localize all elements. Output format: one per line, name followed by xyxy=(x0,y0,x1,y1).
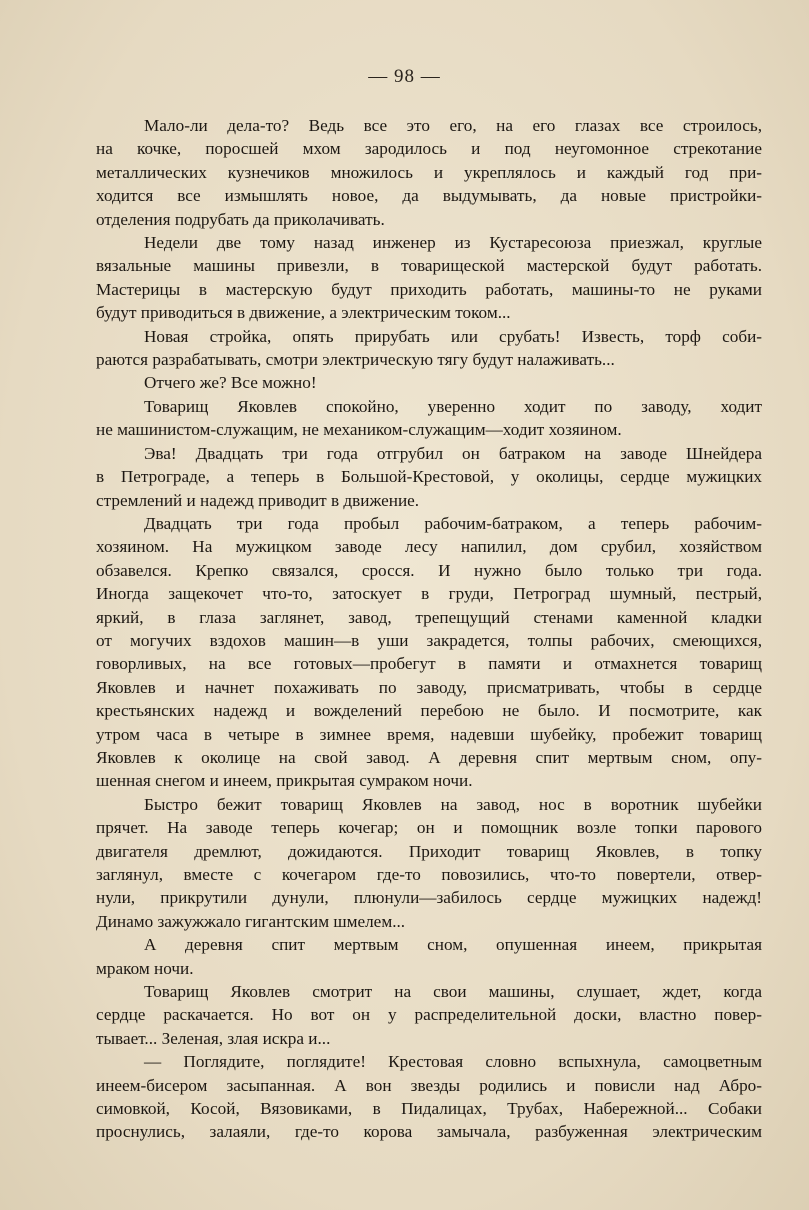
text-line: проснулись, залаяли, где-то корова замычала, разбуженная электрическим xyxy=(96,1122,762,1142)
text-line: хозяином. На мужицком заводе лесу напилил, дом срубил, хозяйством xyxy=(96,537,762,557)
text-line: будут приводиться в движение, а электрическим током... xyxy=(96,303,511,323)
text-line: — Поглядите, поглядите! Крестовая словно вспыхнула, самоцветным xyxy=(144,1052,762,1072)
text-line: утром часа в четыре в зимнее время, надевши шубейку, пробежит товарищ xyxy=(96,724,762,744)
text-line: металлических кузнечиков множилось и укреплялось и каждый год при- xyxy=(96,162,762,182)
text-line: Мало-ли дела-то? Ведь все это его, на его глазах все строилось, xyxy=(144,116,762,135)
text-line: Иногда защекочет что-то, затоскует в груди, Петроград шумный, пестрый, xyxy=(96,584,762,604)
text-line: А деревня спит мертвым сном, опушенная инеем, прикрытая xyxy=(144,935,762,955)
text-line: вязальные машины привезли, в товарищеской мастерской будут работать. xyxy=(96,256,762,276)
text-line: не машинистом-служащим, не механиком-служащим—ходит хозяином. xyxy=(96,420,622,440)
text-line: Динамо зажужжало гигантским шмелем... xyxy=(96,911,406,931)
text-line: стремлений и надежд приводит в движение. xyxy=(96,490,420,510)
text-line: Товарищ Яковлев смотрит на свои машины, слушает, ждет, когда xyxy=(144,982,762,1002)
text-line: в Петрограде, а теперь в Большой-Крестовой, у околицы, сердце мужицких xyxy=(96,467,762,487)
text-line: заглянул, вместе с кочегаром где-то повозились, что-то повертели, отвер- xyxy=(96,865,762,884)
text-line: от могучих вздохов машин—в уши закрадется, толпы рабочих, смеющихся, xyxy=(96,630,762,650)
text-line: тывает... Зеленая, злая искра и... xyxy=(96,1028,331,1048)
text-line: инеем-бисером засыпанная. А вон звезды родились и повисли над Абро- xyxy=(96,1075,762,1095)
text-line: Яковлев к околице на свой завод. А деревня спит мертвым сном, опу- xyxy=(96,747,762,767)
text-line: яркий, в глаза заглянет, завод, трепещущий стенами каменной кладки xyxy=(96,607,762,627)
text-line: двигателя дремлют, дожидаются. Приходит товарищ Яковлев, в топку xyxy=(96,841,762,861)
text-line: шенная снегом и инеем, прикрытая сумраком ночи. xyxy=(96,771,473,791)
text-line: нули, прикрутили дунули, плюнули—забилось сердце мужицких надежд! xyxy=(96,888,762,908)
text-line: прячет. На заводе теперь кочегар; он и помощник возле топки парового xyxy=(96,818,762,838)
text-line: ходится все измышлять новое, да выдумывать, да новые пристройки- xyxy=(96,186,762,206)
text-line: Отчего же? Все можно! xyxy=(144,373,317,393)
text-line: сердце раскачается. Но вот он у распределительной доски, властно повер- xyxy=(96,1005,762,1025)
text-line: на кочке, поросшей мхом зародилось и под неугомонное стрекотание xyxy=(96,139,762,159)
text-line: отделения подрубать да приколачивать. xyxy=(96,209,385,229)
body-text xyxy=(96,114,762,1144)
text-line: Двадцать три года пробыл рабочим-батраком, а теперь рабочим- xyxy=(144,513,762,533)
text-line: крестьянских надежд и вожделений перебою не было. И посмотрите, как xyxy=(96,701,762,721)
text-line: Быстро бежит товарищ Яковлев на завод, нос в воротник шубейки xyxy=(144,794,762,814)
text-line: Мастерицы в мастерскую будут приходить работать, машины-то не руками xyxy=(96,279,762,299)
text-line: говорливых, на все готовых—пробегут в памяти и отмахнется товарищ xyxy=(96,654,762,674)
text-line: раются разрабатывать, смотри электрическую тягу будут налаживать... xyxy=(96,350,615,370)
text-line: Недели две тому назад инженер из Кустаресоюза приезжал, круглые xyxy=(144,233,762,253)
text-line: мраком ночи. xyxy=(96,958,194,978)
text-line: обзавелся. Крепко связался, сросся. И нужно было только три года. xyxy=(96,560,762,580)
text-line: Товарищ Яковлев спокойно, уверенно ходит по заводу, ходит xyxy=(144,396,762,416)
text-line: Новая стройка, опять прирубать или срубать! Известь, торф соби- xyxy=(144,326,762,346)
text-line: симовкой, Косой, Вязовиками, в Пидалицах, Трубах, Набережной... Собаки xyxy=(96,1099,762,1119)
text-line: Эва! Двадцать три года отгрубил он батраком на заводе Шнейдера xyxy=(144,443,762,463)
page-number: — 98 — xyxy=(368,66,441,87)
text-line: Яковлев и начнет похаживать по заводу, присматривать, чтобы в сердце xyxy=(96,677,762,697)
